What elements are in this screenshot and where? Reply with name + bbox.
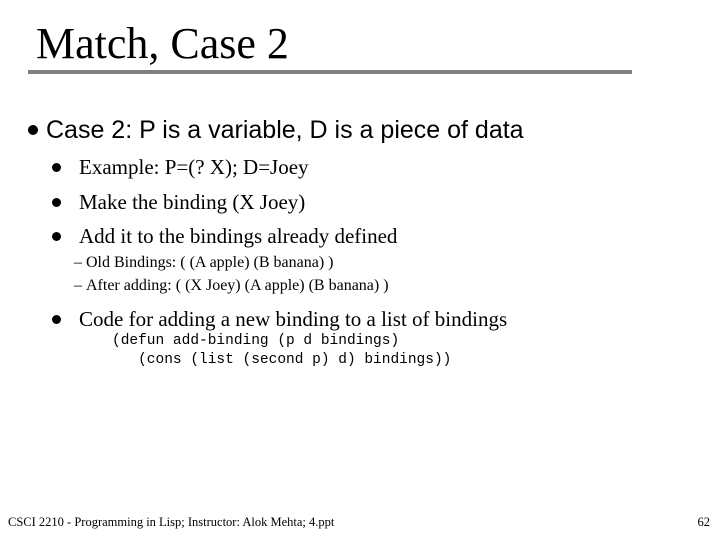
bullet-dot-icon [52, 198, 61, 207]
footer-text: CSCI 2210 - Programming in Lisp; Instructor: Alok Mehta; 4.ppt [8, 515, 335, 529]
code-line: (cons (list (second p) d) bindings)) [112, 352, 452, 368]
code-line: (defun add-binding (p d bindings) [112, 333, 400, 349]
dash-item-after-adding [74, 276, 389, 296]
bullet-dot-icon [28, 125, 38, 135]
sub-bullet-text: Add it to the bindings already defined [79, 224, 398, 248]
bullet-case-2 [28, 114, 524, 146]
dash-glyph: – [74, 254, 82, 271]
sub-bullet-text: Make the binding (X Joey) [79, 190, 306, 214]
bullet-dot-icon [52, 232, 61, 241]
sub-bullet-make-binding [52, 189, 305, 215]
slide-title: Match, Case 2 [36, 19, 289, 68]
bullet-dot-icon [52, 163, 61, 172]
bullet-text: Case 2: P is a variable, D is a piece of data [46, 116, 524, 144]
dash-item-text: Old Bindings: ( (A apple) (B banana) ) [86, 254, 334, 271]
sub-bullet-add-binding [52, 223, 397, 249]
sub-bullet-text: Example: P=(? X); D=Joey [79, 155, 309, 179]
sub-bullet-text: Code for adding a new binding to a list of bindings [79, 307, 508, 331]
title-underline [28, 70, 632, 74]
sub-bullet-example [52, 154, 309, 180]
dash-item-old-bindings [74, 253, 334, 273]
bullet-dot-icon [52, 315, 61, 324]
sub-bullet-code-description [52, 306, 507, 332]
code-block [112, 332, 451, 370]
dash-glyph: – [74, 277, 82, 294]
dash-item-text: After adding: ( (X Joey) (A apple) (B banana) ) [86, 277, 389, 294]
page-number: 62 [697, 515, 710, 529]
